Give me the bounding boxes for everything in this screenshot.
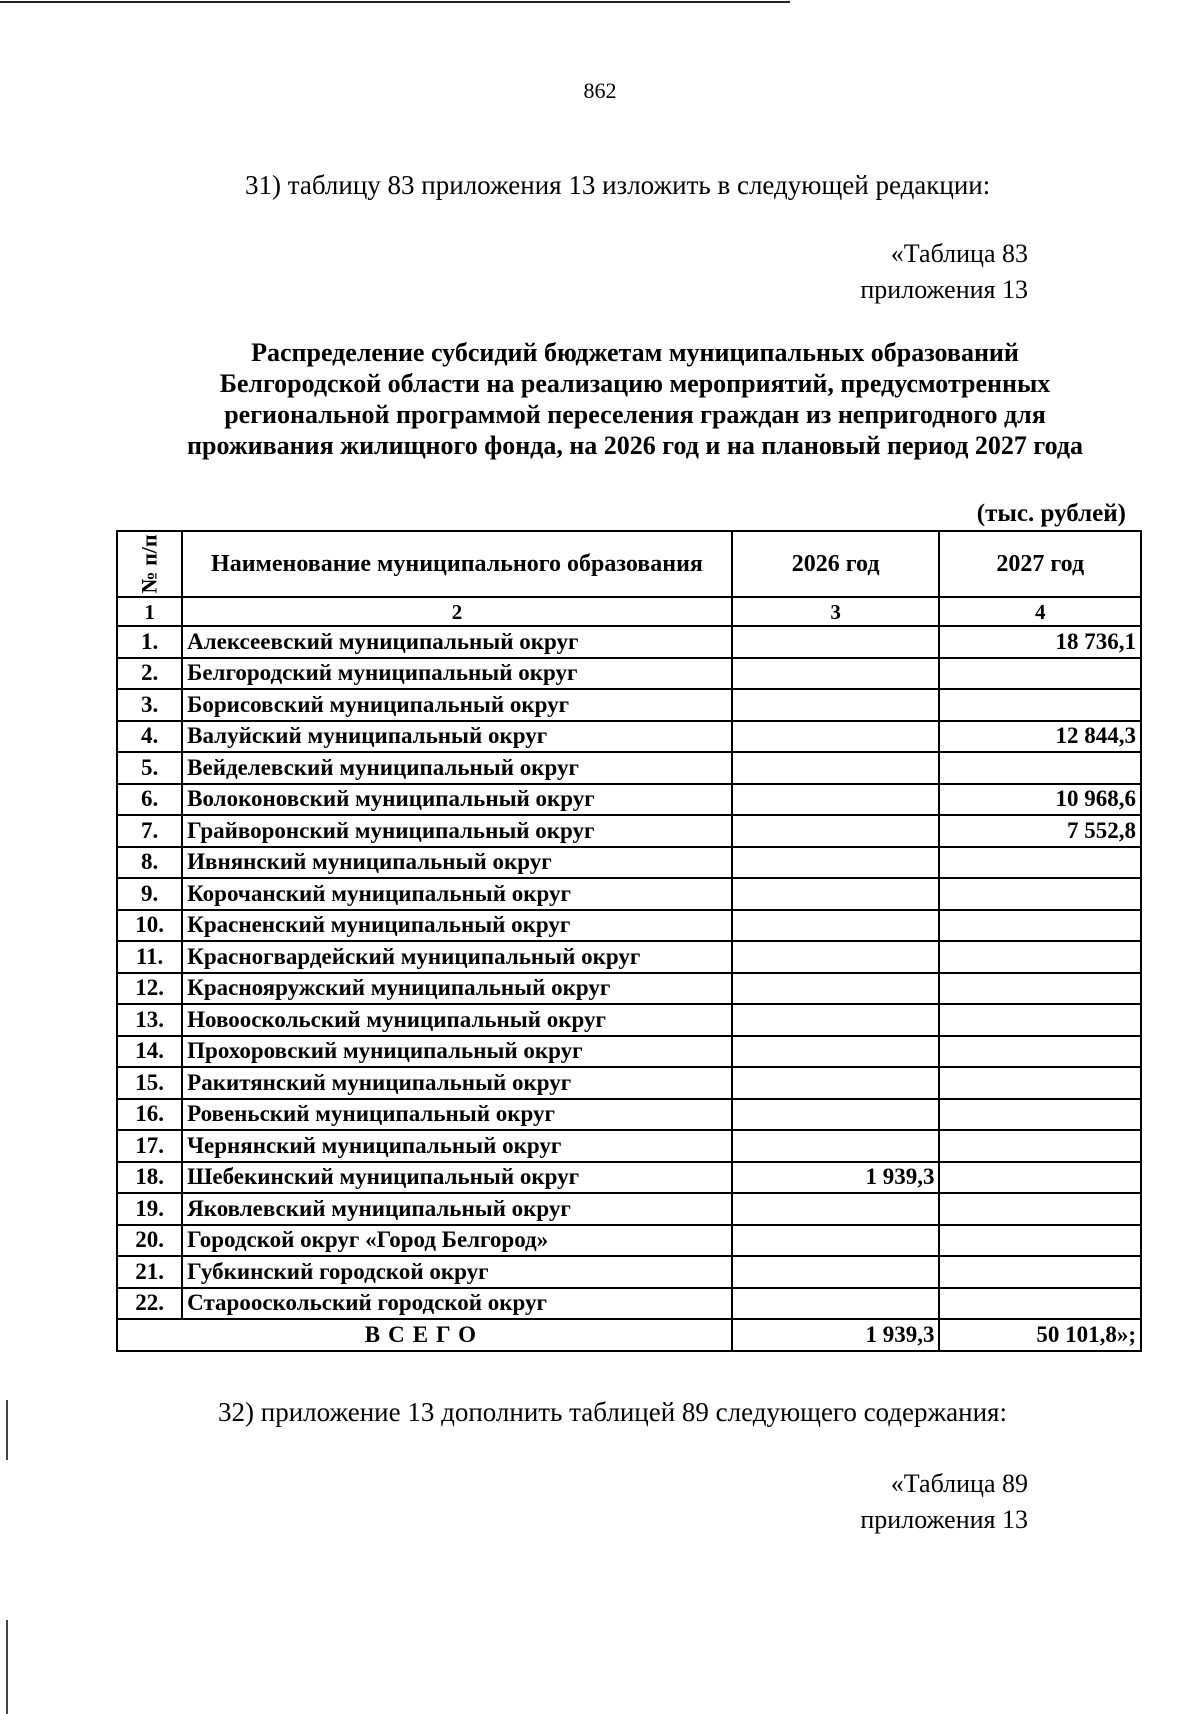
table-row [117,1256,1141,1288]
value-2027 [939,910,1141,942]
row-number: 10. [117,910,182,942]
table-row [117,1225,1141,1257]
scan-margin-mark [6,1400,8,1460]
table-title-line: Белгородской области на реализацию мероприятий, предусмотренных [219,369,1051,398]
value-2026 [732,847,940,879]
table-header-row [117,531,1141,597]
top-rule [0,1,790,3]
municipality-name: Красненский муниципальный округ [182,910,732,942]
caption-line: приложения 13 [860,275,1028,304]
value-2026 [732,689,940,721]
header-number-abbr: п/п [136,534,162,566]
table-title-line: проживания жилищного фонда, на 2026 год и на плановый период 2027 года [187,431,1083,460]
table-row [117,1036,1141,1068]
subsidy-table [116,530,1142,1352]
table-row [117,878,1141,910]
total-2027: 50 101,8»; [939,1319,1141,1351]
value-2026 [732,1288,940,1320]
value-2027 [939,1193,1141,1225]
row-number: 6. [117,784,182,816]
value-2027 [939,973,1141,1005]
table-row [117,752,1141,784]
value-2027: 18 736,1 [939,626,1141,658]
value-2027 [939,878,1141,910]
amendment-paragraph-32: 32) приложение 13 дополнить таблицей 89 следующего содержания: [218,1397,1007,1427]
row-number: 14. [117,1036,182,1068]
table-row [117,1099,1141,1131]
table-title-line: Распределение субсидий бюджетам муниципальных образований [251,338,1019,367]
page-number: 862 [583,78,617,103]
table-body [117,626,1141,1319]
table-row [117,689,1141,721]
table-row [117,847,1141,879]
table-row [117,1004,1141,1036]
header-2026: 2026 год [732,531,940,597]
value-2026 [732,1130,940,1162]
municipality-name: Вейделевский муниципальный округ [182,752,732,784]
value-2026 [732,878,940,910]
table-row [117,973,1141,1005]
value-2026 [732,1004,940,1036]
municipality-name: Алексеевский муниципальный округ [182,626,732,658]
table-row [117,1130,1141,1162]
header-number [117,531,182,597]
row-number: 12. [117,973,182,1005]
table-row [117,1067,1141,1099]
row-number: 11. [117,941,182,973]
table-row [117,815,1141,847]
amendment-paragraph-31: 31) таблицу 83 приложения 13 изложить в следующей редакции: [245,170,991,200]
total-row [117,1319,1141,1351]
column-index: 1 [117,597,182,626]
municipality-name: Валуйский муниципальный округ [182,721,732,753]
municipality-name: Красногвардейский муниципальный округ [182,941,732,973]
row-number: 21. [117,1256,182,1288]
table-title [110,337,1160,461]
municipality-name: Корочанский муниципальный округ [182,878,732,910]
value-2027 [939,752,1141,784]
row-number: 15. [117,1067,182,1099]
municipality-name: Ракитянский муниципальный округ [182,1067,732,1099]
value-2027: 7 552,8 [939,815,1141,847]
value-2027 [939,1004,1141,1036]
caption-line: приложения 13 [860,1505,1028,1534]
municipality-name: Грайворонский муниципальный округ [182,815,732,847]
row-number: 3. [117,689,182,721]
value-2027: 10 968,6 [939,784,1141,816]
value-2026 [732,784,940,816]
municipality-name: Ивнянский муниципальный округ [182,847,732,879]
municipality-name: Городской округ «Город Белгород» [182,1225,732,1257]
table-title-line: региональной программой переселения граждан из непригодного для [224,400,1046,429]
value-2026 [732,1256,940,1288]
value-2026 [732,1067,940,1099]
value-2027 [939,941,1141,973]
units-label: (тыс. рублей) [976,500,1126,527]
row-number: 7. [117,815,182,847]
column-index: 3 [732,597,940,626]
value-2026 [732,973,940,1005]
value-2026 [732,721,940,753]
value-2026 [732,1099,940,1131]
row-number: 18. [117,1162,182,1194]
municipality-name: Старооскольский городской округ [182,1288,732,1320]
value-2027 [939,1036,1141,1068]
value-2026: 1 939,3 [732,1162,940,1194]
row-number: 19. [117,1193,182,1225]
row-number: 2. [117,658,182,690]
municipality-name: Борисовский муниципальный округ [182,689,732,721]
municipality-name: Прохоровский муниципальный округ [182,1036,732,1068]
table-89-caption [780,1466,1028,1538]
total-label: ВСЕГО [117,1319,732,1351]
municipality-name: Чернянский муниципальный округ [182,1130,732,1162]
scan-margin-mark [6,1620,8,1714]
row-number: 1. [117,626,182,658]
municipality-name: Краснояружский муниципальный округ [182,973,732,1005]
value-2027 [939,847,1141,879]
row-number: 17. [117,1130,182,1162]
table-row [117,1162,1141,1194]
column-index: 4 [939,597,1141,626]
value-2026 [732,1193,940,1225]
municipality-name: Губкинский городской округ [182,1256,732,1288]
municipality-name: Ровеньский муниципальный округ [182,1099,732,1131]
table-row [117,1288,1141,1320]
total-2026: 1 939,3 [732,1319,940,1351]
value-2027 [939,1099,1141,1131]
table-row [117,1193,1141,1225]
row-number: 4. [117,721,182,753]
table-row [117,626,1141,658]
row-number: 9. [117,878,182,910]
table-row [117,910,1141,942]
table-row [117,658,1141,690]
value-2026 [732,658,940,690]
row-number: 5. [117,752,182,784]
row-number: 8. [117,847,182,879]
value-2027 [939,1130,1141,1162]
value-2027 [939,1225,1141,1257]
caption-line: «Таблица 83 [890,239,1028,268]
municipality-name: Шебекинский муниципальный округ [182,1162,732,1194]
row-number: 13. [117,1004,182,1036]
table-row [117,721,1141,753]
value-2026 [732,815,940,847]
value-2026 [732,752,940,784]
municipality-name: Белгородский муниципальный округ [182,658,732,690]
row-number: 20. [117,1225,182,1257]
table-row [117,784,1141,816]
column-index-row [117,597,1141,626]
value-2027: 12 844,3 [939,721,1141,753]
header-name: Наименование муниципального образования [182,531,732,597]
value-2027 [939,1288,1141,1320]
caption-line: «Таблица 89 [890,1469,1028,1498]
table-row [117,941,1141,973]
value-2026 [732,1225,940,1257]
value-2026 [732,941,940,973]
table-83-caption [780,236,1028,308]
value-2026 [732,626,940,658]
column-index: 2 [182,597,732,626]
value-2027 [939,658,1141,690]
row-number: 16. [117,1099,182,1131]
value-2026 [732,1036,940,1068]
header-number-sign: № [136,571,162,594]
value-2026 [732,910,940,942]
value-2027 [939,1067,1141,1099]
header-2027: 2027 год [939,531,1141,597]
row-number: 22. [117,1288,182,1320]
header-number-text [137,534,163,593]
value-2027 [939,689,1141,721]
municipality-name: Волоконовский муниципальный округ [182,784,732,816]
municipality-name: Яковлевский муниципальный округ [182,1193,732,1225]
value-2027 [939,1256,1141,1288]
value-2027 [939,1162,1141,1194]
municipality-name: Новооскольский муниципальный округ [182,1004,732,1036]
